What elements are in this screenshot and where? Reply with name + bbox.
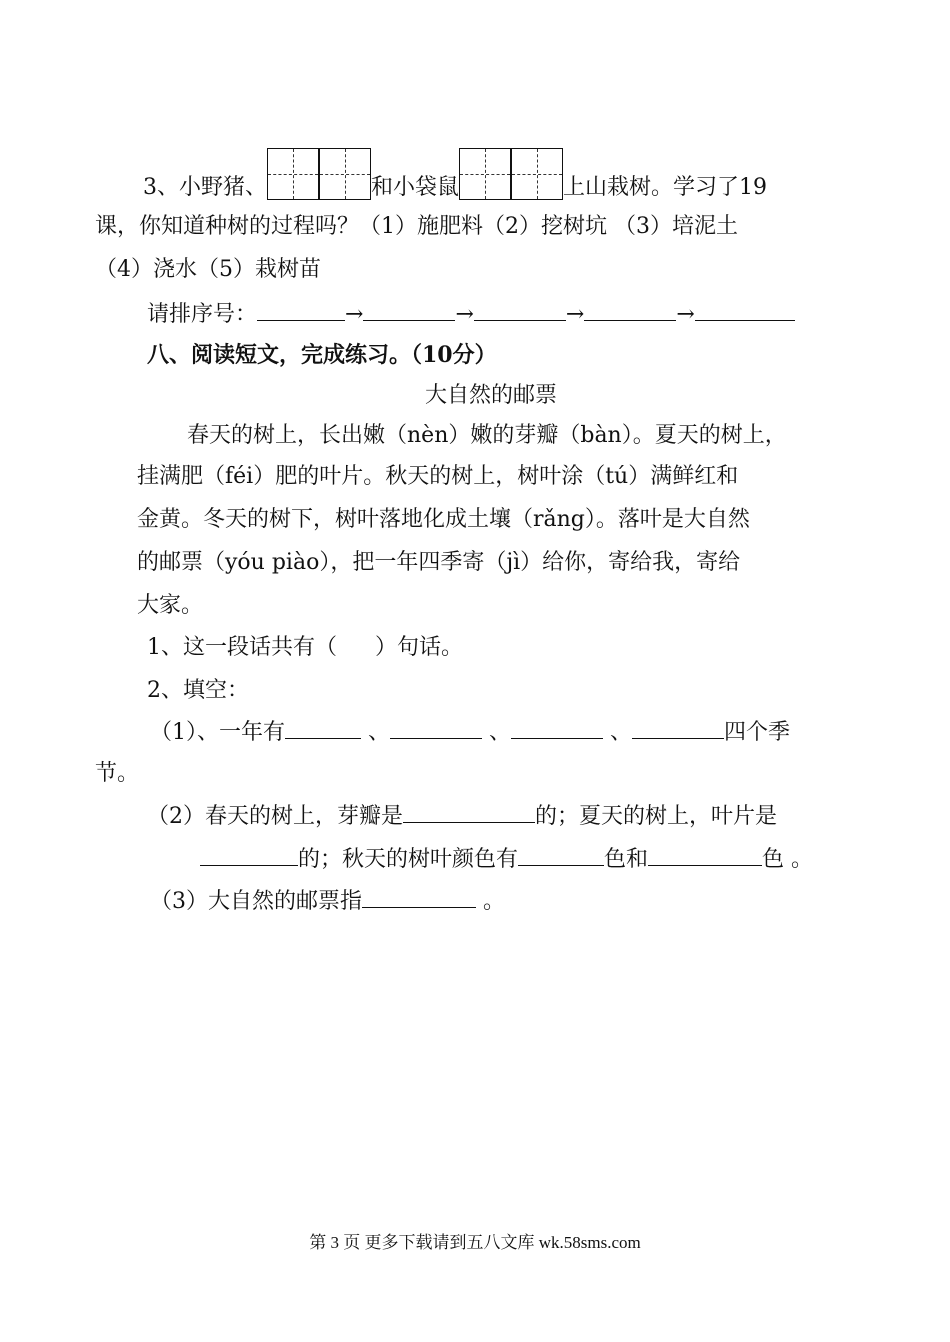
order-blank-3 <box>474 298 566 321</box>
order-label: 请排序号： <box>147 302 258 327</box>
q2-2-text-a: （2）春天的树上，芽瓣是 <box>147 804 403 829</box>
season-blank-4 <box>632 716 724 739</box>
order-blank-4 <box>584 298 676 321</box>
question-2-1-cont: 节。 <box>95 761 140 786</box>
question-2-2 <box>147 800 777 832</box>
q3-line1-b: 和小袋鼠 <box>371 175 460 200</box>
question-1 <box>147 633 463 663</box>
char-box <box>319 148 371 200</box>
question-2-3 <box>150 885 505 917</box>
color-blank-2 <box>648 843 762 866</box>
question-2-1 <box>150 716 790 748</box>
answer-boxes-1 <box>267 148 371 203</box>
q3-line1 <box>143 148 767 203</box>
q2-1-sep: 、 <box>610 720 633 745</box>
passage-title: 大自然的邮票 <box>425 383 558 408</box>
q3-line1-c: 上山栽树。学习了19 <box>563 175 768 200</box>
q2-1-end: 四个季 <box>724 720 791 745</box>
q2-3-end: 。 <box>483 889 506 914</box>
arrow-3: → <box>565 302 585 327</box>
q2-1-text: （1）、一年有 <box>150 720 285 745</box>
season-blank-3 <box>511 716 603 739</box>
arrow-1: → <box>345 302 364 327</box>
q2-1-sep: 、 <box>489 720 512 745</box>
q2-2-text-b: 的；夏天的树上，叶片是 <box>535 804 778 829</box>
q2-1-sep: 、 <box>368 720 391 745</box>
q3-line2: 课，你知道种树的过程吗？（1）施肥料（2）挖树坑 （3）培泥土 <box>95 214 738 239</box>
passage-line-3: 金黄。冬天的树下，树叶落地化成土壤（rǎng）。落叶是大自然 <box>137 507 750 532</box>
passage-line-2: 挂满肥（féi）肥的叶片。秋天的树上，树叶涂（tú）满鲜红和 <box>137 464 739 489</box>
char-box <box>511 148 563 200</box>
bud-blank <box>403 800 535 823</box>
q1-text-b: ）句话。 <box>375 635 464 660</box>
char-box <box>267 148 319 200</box>
q2-2-text-d: 色和 <box>604 847 649 872</box>
page-footer: 第 3 页 更多下载请到五八文库 wk.58sms.com <box>309 1233 641 1252</box>
q2-3-text: （3）大自然的邮票指 <box>150 889 362 914</box>
passage-line-1: 春天的树上，长出嫩（nèn）嫩的芽瓣（bàn）。夏天的树上， <box>187 423 787 448</box>
arrow-4: → <box>676 302 695 327</box>
order-blank-2 <box>363 298 455 321</box>
q3-line1-a: 3、小野猪、 <box>143 175 267 200</box>
q2-2-text-e: 色 。 <box>762 847 814 872</box>
q3-order-line <box>147 298 795 330</box>
question-2-label: 2、填空： <box>147 678 249 703</box>
color-blank-1 <box>518 843 604 866</box>
passage-line-5: 大家。 <box>137 593 204 618</box>
season-blank-2 <box>390 716 482 739</box>
passage-line-4: 的邮票（yóu piào），把一年四季寄（jì）给你，寄给我，寄给 <box>137 550 741 575</box>
char-box <box>459 148 511 200</box>
order-blank-5 <box>695 298 795 321</box>
arrow-2: → <box>455 302 474 327</box>
q3-line3: （4）浇水（5）栽树苗 <box>95 257 321 282</box>
order-blank-1 <box>257 298 345 321</box>
q1-text-a: 1、这一段话共有（ <box>147 635 337 660</box>
stamp-blank <box>362 885 476 908</box>
section8-heading: 八、阅读短文，完成练习。（10分） <box>147 342 497 368</box>
question-2-2-cont <box>200 843 813 875</box>
answer-boxes-2 <box>459 148 563 203</box>
season-blank-1 <box>285 716 361 739</box>
q2-2-text-c: 的；秋天的树叶颜色有 <box>298 847 519 872</box>
leaf-blank <box>200 843 298 866</box>
